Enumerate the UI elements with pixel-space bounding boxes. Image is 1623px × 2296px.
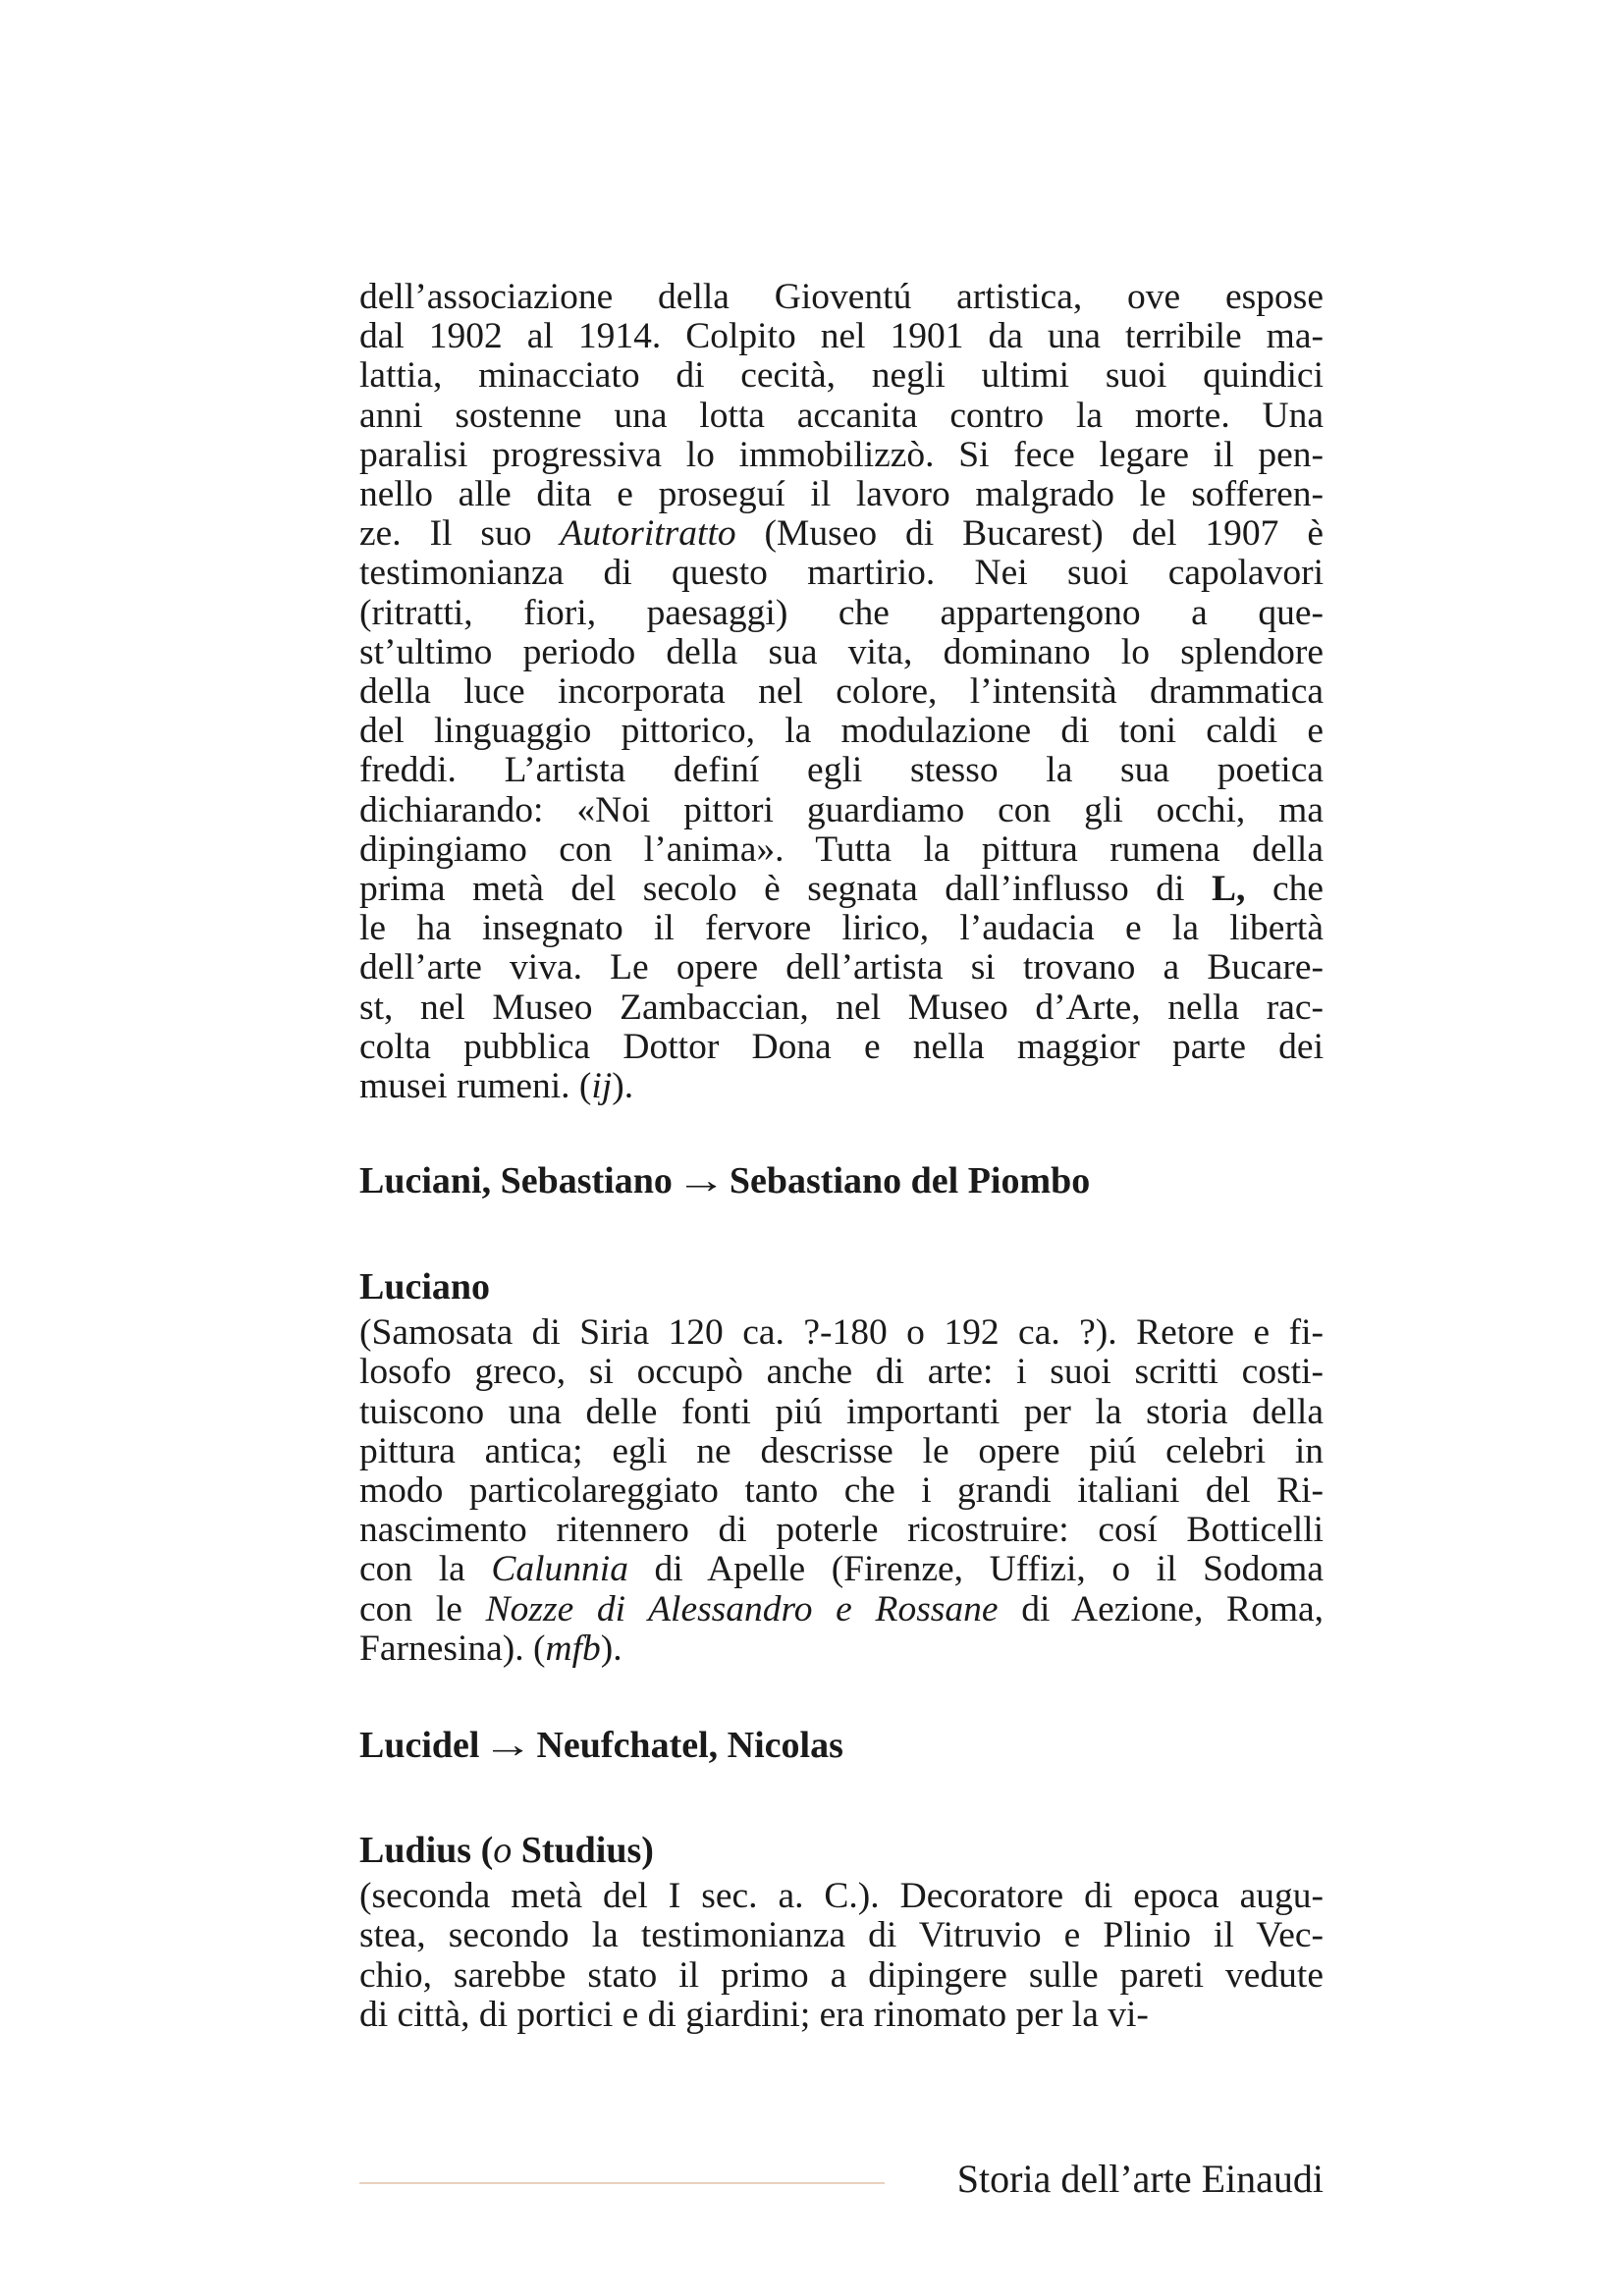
- entry-body-luciano: [359, 1313, 1324, 1669]
- footer-rule: [359, 2182, 885, 2184]
- entry-heading-luciano: Luciano: [359, 1266, 491, 1308]
- text-line: chio, sarebbe stato il primo a dipingere sulle pareti vedute: [359, 1954, 1324, 1996]
- text-line: le ha insegnato il fervore lirico, l’audacia e la libertà: [359, 908, 1324, 949]
- text-line: dichiarando: «Noi pittori guardiamo con gli occhi, ma: [359, 789, 1324, 830]
- cross-reference-link[interactable]: Sebastiano del Piombo: [729, 1160, 1091, 1202]
- text-line: pittura antica; egli ne descrisse le opere piú celebri in: [359, 1430, 1324, 1471]
- text-line: anni sostenne una lotta accanita contro la morte. Una: [359, 395, 1324, 436]
- entry-name-alt: Studius): [512, 1830, 654, 1872]
- text-line: con la Calunnia di Apelle (Firenze, Uffizi, o il Sodoma: [359, 1549, 1324, 1590]
- text-line: testimonianza di questo martirio. Nei suoi capolavori: [359, 553, 1324, 594]
- text-line: stea, secondo la testimonianza di Vitruvio e Plinio il Vec-: [359, 1915, 1324, 1956]
- entry-heading-lucidel: [359, 1725, 1324, 1766]
- text-line: (seconda metà del I sec. a. C.). Decoratore di epoca augu-: [359, 1876, 1324, 1917]
- text-line: st’ultimo periodo della sua vita, dominano lo splendore: [359, 631, 1324, 672]
- arrow-right-icon: →: [676, 1160, 727, 1202]
- text-line: nello alle dita e proseguí il lavoro malgrado le sofferen-: [359, 474, 1324, 515]
- text-column: [359, 278, 1324, 2035]
- text-line: modo particolareggiato tanto che i grandi italiani del Ri-: [359, 1470, 1324, 1512]
- text-line: dipingiamo con l’anima». Tutta la pittura rumena della: [359, 828, 1324, 870]
- cross-reference-link[interactable]: Neufchatel, Nicolas: [536, 1725, 843, 1767]
- text-line: lattia, minacciato di cecità, negli ultimi suoi quindici: [359, 355, 1324, 397]
- entry-name-connector: o: [493, 1830, 513, 1872]
- entry-name: Luciani, Sebastiano: [359, 1160, 673, 1202]
- footer-publisher: Storia dell’arte Einaudi: [956, 2157, 1324, 2201]
- text-line: (ritratti, fiori, paesaggi) che appartengono a que-: [359, 592, 1324, 633]
- text-line: della luce incorporata nel colore, l’intensità drammatica: [359, 671, 1324, 713]
- text-line: dal 1902 al 1914. Colpito nel 1901 da una terribile ma-: [359, 316, 1324, 357]
- text-line: prima metà del secolo è segnata dall’influsso di L, che: [359, 869, 1325, 910]
- text-line: nascimento ritennero di poterle ricostruire: cosí Botticelli: [359, 1510, 1324, 1551]
- entry-heading-luciani: [359, 1160, 1324, 1201]
- entry-heading-ludius: [359, 1830, 1324, 1871]
- text-line: tuiscono una delle fonti piú importanti per la storia della: [359, 1391, 1324, 1432]
- text-line: dell’arte viva. Le opere dell’artista si trovano a Bucare-: [359, 947, 1324, 988]
- text-line: Farnesina). (mfb).: [359, 1628, 622, 1669]
- text-line: dell’associazione della Gioventú artistica, ove espose: [359, 277, 1324, 317]
- entry-body-ludius: [359, 1877, 1324, 2035]
- article-continuation: [359, 278, 1324, 1106]
- text-line: ze. Il suo Autoritratto (Museo di Bucarest) del 1907 è: [359, 513, 1324, 555]
- text-line: colta pubblica Dottor Dona e nella maggior parte dei: [359, 1026, 1324, 1067]
- text-line: (Samosata di Siria 120 ca. ?-180 o 192 ca. ?). Retore e fi-: [359, 1312, 1324, 1354]
- text-line: freddi. L’artista definí egli stesso la sua poetica: [359, 750, 1324, 791]
- text-line: musei rumeni. (ij).: [359, 1066, 634, 1107]
- text-line: del linguaggio pittorico, la modulazione di toni caldi e: [359, 711, 1324, 752]
- entry-name: Lucidel: [359, 1725, 480, 1767]
- entry-name: Ludius (: [359, 1830, 494, 1872]
- arrow-right-icon: →: [482, 1725, 534, 1767]
- text-line: st, nel Museo Zambaccian, nel Museo d’Arte, nella rac-: [359, 987, 1324, 1028]
- text-line: di città, di portici e di giardini; era rinomato per la vi-: [359, 1994, 1149, 2035]
- text-line: con le Nozze di Alessandro e Rossane di Aezione, Roma,: [359, 1588, 1325, 1629]
- text-line: losofo greco, si occupò anche di arte: i suoi scritti costi-: [359, 1352, 1324, 1393]
- text-line: paralisi progressiva lo immobilizzò. Si fece legare il pen-: [359, 434, 1324, 475]
